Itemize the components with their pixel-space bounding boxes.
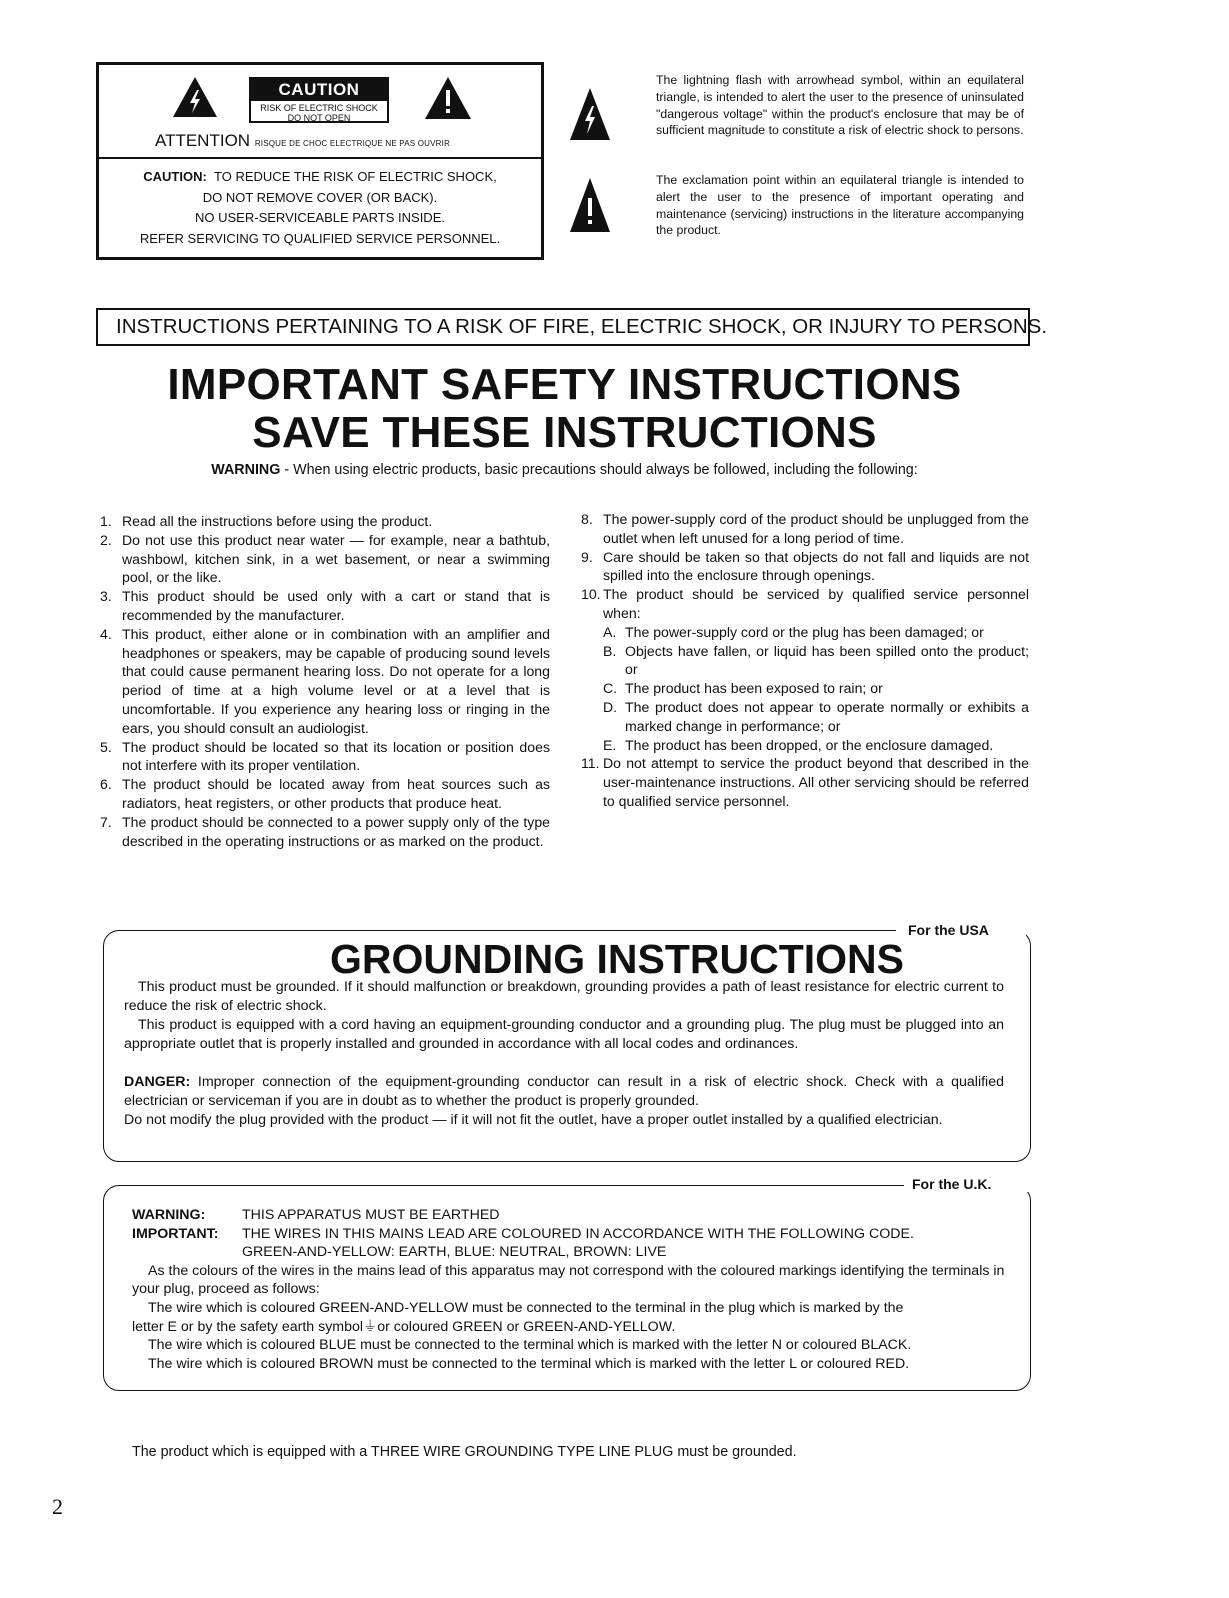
list-item: 7. The product should be connected to a power supply only of the type described in the operating instructions or as marked on the product. bbox=[100, 813, 550, 849]
safety-list-left bbox=[100, 512, 550, 850]
list-item: 2. Do not use this product near water — for example, near a bathtub, washbowl, kitchen sink, in a wet basement, or near a swimming pool, or the like. bbox=[100, 531, 550, 586]
exclamation-warning-icon bbox=[425, 77, 471, 119]
usa-paragraph-1: This product must be grounded. If it should malfunction or breakdown, grounding provides a path of least resistance for electric current to reduce the risk of electric shock. bbox=[124, 979, 1004, 1014]
lightning-warning-icon bbox=[173, 77, 217, 117]
lightning-symbol-explanation: The lightning flash with arrowhead symbol, within an equilateral triangle, is intended to alert the user to the presence of uninsulated "dangerous voltage" within the product's enclosure that may be of sufficient magnitude to constitute a risk of electric shock to persons. bbox=[656, 73, 1024, 138]
important-safety-title: IMPORTANT SAFETY INSTRUCTIONS bbox=[167, 360, 962, 409]
uk-warning-label: WARNING: bbox=[132, 1207, 206, 1223]
sub-list-item: A. The power-supply cord or the plug has been damaged; or bbox=[603, 623, 984, 640]
usa-label: For the USA bbox=[904, 922, 993, 938]
usa-paragraph-4: Do not modify the plug provided with the product — if it will not fit the outlet, have a proper outlet installed by a qualified electrician. bbox=[124, 1112, 943, 1128]
attention-french-text: RISQUE DE CHOC ELECTRIQUE NE PAS OUVRIR bbox=[254, 139, 451, 148]
list-item: 4. This product, either alone or in combination with an amplifier and headphones or speakers, may be capable of producing sound levels that could cause permanent hearing loss. Do not operate for a long period of time at a high volume level or at a level that is uncomfortable. If you experience any hearing loss or ringing in the ears, you should consult an audiologist. bbox=[100, 625, 550, 736]
uk-label: For the U.K. bbox=[908, 1176, 995, 1192]
warning-text: - When using electric products, basic precautions should always be followed, including the following: bbox=[280, 462, 918, 478]
uk-important-label: IMPORTANT: bbox=[132, 1225, 219, 1242]
lightning-symbol-icon bbox=[570, 88, 610, 140]
save-instructions-title: SAVE THESE INSTRUCTIONS bbox=[252, 408, 877, 457]
usa-paragraph-2: This product is equipped with a cord having an equipment-grounding conductor and a grounding plug. The plug must be plugged into an appropriate outlet that is properly installed and grounded in accordance with all local codes and ordinances. bbox=[124, 1017, 1004, 1052]
attention-label: ATTENTION bbox=[155, 131, 251, 150]
safety-list-right bbox=[581, 510, 1029, 811]
list-item: 9. Care should be taken so that objects do not fall and liquids are not spilled into the enclosure through openings. bbox=[581, 548, 1029, 584]
do-not-open-text: DO NOT OPEN bbox=[287, 113, 351, 123]
general-warning bbox=[0, 462, 1179, 478]
uk-grounding-text bbox=[132, 1206, 1012, 1373]
caution-header bbox=[99, 65, 541, 159]
list-item: 6. The product should be located away from heat sources such as radiators, heat registers, or other products that produce heat. bbox=[100, 776, 550, 811]
list-item: 10. The product should be serviced by qualified service personnel when: bbox=[581, 586, 1029, 621]
uk-wire-code: GREEN-AND-YELLOW: EARTH, BLUE: NEUTRAL, BROWN: LIVE bbox=[242, 1244, 667, 1261]
sub-list-item: E. The product has been dropped, or the enclosure damaged. bbox=[603, 736, 994, 753]
fire-risk-heading: INSTRUCTIONS PERTAINING TO A RISK OF FIRE, ELECTRIC SHOCK, OR INJURY TO PERSONS. bbox=[96, 308, 1030, 346]
usa-danger-paragraph bbox=[124, 1073, 1004, 1111]
exclamation-symbol-explanation: The exclamation point within an equilateral triangle is intended to alert the user to the presence of important operating and maintenance (servicing) instructions in the literature accompanying the product. bbox=[656, 173, 1024, 238]
sub-list-item: C. The product has been exposed to rain; or bbox=[603, 680, 883, 697]
caution-label bbox=[249, 77, 389, 123]
danger-label: DANGER: bbox=[124, 1074, 191, 1090]
warning-label: WARNING bbox=[211, 462, 281, 478]
uk-paragraph-2b: letter E or by the safety earth symbol⏚or coloured GREEN or GREEN-AND-YELLOW. bbox=[132, 1318, 676, 1335]
list-item: 1. Read all the instructions before using the product. bbox=[100, 513, 433, 529]
grounding-title: GROUNDING INSTRUCTIONS bbox=[330, 936, 904, 982]
list-item: 3. This product should be used only with a cart or stand that is recommended by the manufacturer. bbox=[100, 588, 550, 623]
list-item: 5. The product should be located so that its location or position does not interfere with its proper ventilation. bbox=[100, 738, 550, 774]
footer-note: The product which is equipped with a THREE WIRE GROUNDING TYPE LINE PLUG must be grounded. bbox=[132, 1444, 797, 1460]
caution-line-3: NO USER-SERVICEABLE PARTS INSIDE. bbox=[195, 210, 445, 225]
caution-box bbox=[96, 62, 544, 260]
list-item: 8. The power-supply cord of the product should be unplugged from the outlet when left unused for a long period of time. bbox=[581, 511, 1029, 546]
uk-important-text-1: THE WIRES IN THIS MAINS LEAD ARE COLOURED IN ACCORDANCE WITH THE FOLLOWING CODE. bbox=[242, 1225, 914, 1242]
danger-text: Improper connection of the equipment-grounding conductor can result in a risk of electric shock. Check with a qualified electrician or serviceman if you are in doubt as to whether the product is properly grounded. bbox=[124, 1074, 1004, 1109]
caution-line-2: DO NOT REMOVE COVER (OR BACK). bbox=[202, 189, 438, 205]
sub-list-item: B. Objects have fallen, or liquid has been spilled onto the product; or bbox=[603, 642, 1029, 678]
exclamation-symbol-icon bbox=[570, 178, 610, 232]
uk-paragraph-2a: The wire which is coloured GREEN-AND-YELLOW must be connected to the terminal in the plug which is marked by the bbox=[148, 1299, 904, 1316]
usa-grounding-text bbox=[124, 978, 1004, 1130]
uk-paragraph-1: As the colours of the wires in the mains lead of this apparatus may not correspond with the coloured markings identifying the terminals in your plug, proceed as follows: bbox=[132, 1262, 1005, 1298]
caution-instructions bbox=[99, 167, 541, 249]
earth-symbol-icon: ⏚ bbox=[363, 1318, 378, 1335]
uk-paragraph-3: The wire which is coloured BLUE must be connected to the terminal which is marked with the letter N or coloured BLACK. bbox=[148, 1337, 912, 1354]
list-item: 11. Do not attempt to service the product beyond that described in the user-maintenance instructions. All other servicing should be referred to qualified service personnel. bbox=[581, 755, 1029, 809]
attention-line bbox=[155, 131, 450, 151]
caution-text-label: CAUTION: bbox=[143, 169, 207, 184]
caution-line-4: REFER SERVICING TO QUALIFIED SERVICE PERSONNEL. bbox=[139, 230, 501, 246]
uk-warning-text: THIS APPARATUS MUST BE EARTHED bbox=[242, 1207, 500, 1223]
uk-paragraph-4: The wire which is coloured BROWN must be connected to the terminal which is marked with the letter L or coloured RED. bbox=[148, 1355, 910, 1372]
caution-banner: CAUTION bbox=[251, 79, 387, 101]
page-number: 2 bbox=[52, 1494, 63, 1519]
caution-line-1: TO REDUCE THE RISK OF ELECTRIC SHOCK, bbox=[214, 169, 497, 184]
sub-list-item: D. The product does not appear to operate normally or exhibits a marked change in performance; or bbox=[603, 698, 1029, 734]
caution-risk-text bbox=[251, 101, 387, 123]
risk-of-shock-text: RISK OF ELECTRIC SHOCK bbox=[260, 103, 378, 113]
